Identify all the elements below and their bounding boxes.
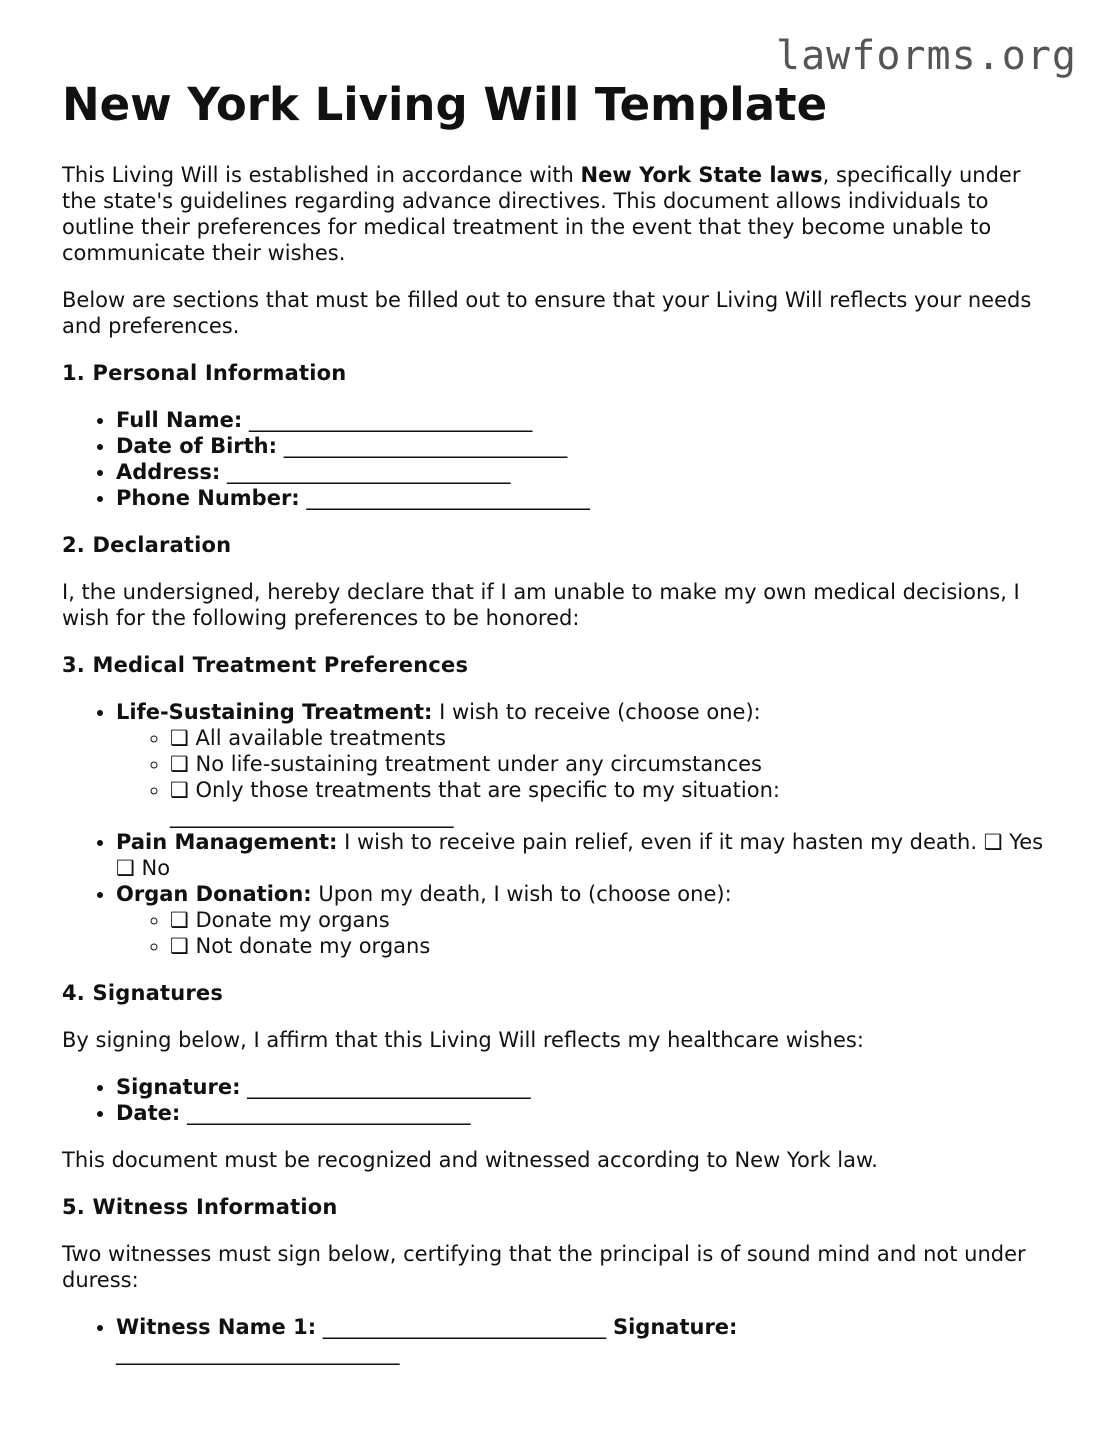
organ-donation-label: Organ Donation: <box>116 882 312 906</box>
pain-management-label: Pain Management: <box>116 830 338 854</box>
list-item <box>116 1074 1052 1100</box>
witness-text: Two witnesses must sign below, certifying that the principal is of sound mind and not under duress: <box>62 1242 1026 1292</box>
document-page <box>62 78 1052 1387</box>
list-item <box>116 699 1052 829</box>
phone-number-field[interactable]: ___________________________ <box>306 486 590 510</box>
pain-management-text[interactable]: I wish to receive pain relief, even if it may hasten my death. ❑ Yes ❑ No <box>116 830 1044 880</box>
signature-label: Signature: <box>116 1075 241 1099</box>
full-name-label: Full Name: <box>116 408 243 432</box>
witness-requirement-note: This document must be recognized and witnessed according to New York law. <box>62 1148 878 1172</box>
specific-situation-field[interactable]: ___________________________ <box>170 804 454 828</box>
organ-donation-text: Upon my death, I wish to (choose one): <box>311 882 732 906</box>
signature-list <box>62 1074 1052 1126</box>
personal-info-list <box>62 407 1052 511</box>
section-1-heading: 1. Personal Information <box>62 361 347 385</box>
phone-number-label: Phone Number: <box>116 486 300 510</box>
organ-donation-options <box>116 907 1052 959</box>
intro-bold-text: New York State laws <box>580 163 823 187</box>
life-sustaining-options <box>116 725 1052 829</box>
treatment-preferences-list <box>62 699 1052 959</box>
witness-list <box>62 1314 1052 1366</box>
watermark: lawforms.org <box>776 33 1077 79</box>
page-title: New York Living Will Template <box>62 78 828 131</box>
list-item <box>116 1100 1052 1126</box>
list-item <box>116 433 1052 459</box>
signature-field[interactable]: ___________________________ <box>247 1075 531 1099</box>
list-item <box>116 459 1052 485</box>
option-donate-organs[interactable]: ◦ ❑ Donate my organs <box>170 907 1052 933</box>
declaration-text: I, the undersigned, hereby declare that if I am unable to make my own medical decisions, I wish for the following preferences to be honored: <box>62 580 1020 630</box>
full-name-field[interactable]: ___________________________ <box>248 408 533 432</box>
intro-text-2: , specifically under the state's guidelines regarding advance directives. This document allows individuals to outline their preferences for medical treatment in the event that they become unable to communicate their wishes. <box>62 163 1021 265</box>
section-5-heading: 5. Witness Information <box>62 1195 338 1219</box>
life-sustaining-text: I wish to receive (choose one): <box>432 700 761 724</box>
option-no-treatment[interactable]: ◦ ❑ No life-sustaining treatment under any circumstances <box>170 751 1052 777</box>
witness-name-1-field[interactable]: ___________________________ <box>322 1315 607 1339</box>
list-item <box>116 407 1052 433</box>
section-4-heading: 4. Signatures <box>62 981 224 1005</box>
option-specific-text: ❑ Only those treatments that are specific to my situation: <box>170 778 780 802</box>
option-specific-treatments[interactable] <box>170 777 1052 829</box>
date-field[interactable]: ___________________________ <box>186 1101 471 1125</box>
list-item <box>116 485 1052 511</box>
signatures-text: By signing below, I affirm that this Living Will reflects my healthcare wishes: <box>62 1028 864 1052</box>
witness-signature-field[interactable]: ___________________________ <box>116 1341 400 1365</box>
section-2-heading: 2. Declaration <box>62 533 232 557</box>
date-of-birth-field[interactable]: ___________________________ <box>283 434 568 458</box>
list-item <box>116 1314 1052 1366</box>
option-all-treatments[interactable]: ◦ ❑ All available treatments <box>170 725 1052 751</box>
intro-text-1: This Living Will is established in accordance with <box>62 163 581 187</box>
life-sustaining-label: Life-Sustaining Treatment: <box>116 700 433 724</box>
witness-signature-label: Signature: <box>612 1315 738 1339</box>
list-item <box>116 881 1052 959</box>
address-label: Address: <box>116 460 221 484</box>
witness-name-1-label: Witness Name 1: <box>116 1315 317 1339</box>
intro-paragraph <box>62 162 1052 266</box>
section-3-heading: 3. Medical Treatment Preferences <box>62 653 469 677</box>
address-field[interactable]: ___________________________ <box>227 460 511 484</box>
list-item <box>116 829 1052 881</box>
option-not-donate-organs[interactable]: ◦ ❑ Not donate my organs <box>170 933 1052 959</box>
instructions-paragraph: Below are sections that must be filled out to ensure that your Living Will reflects your needs and preferences. <box>62 288 1032 338</box>
date-of-birth-label: Date of Birth: <box>116 434 278 458</box>
date-label: Date: <box>116 1101 181 1125</box>
